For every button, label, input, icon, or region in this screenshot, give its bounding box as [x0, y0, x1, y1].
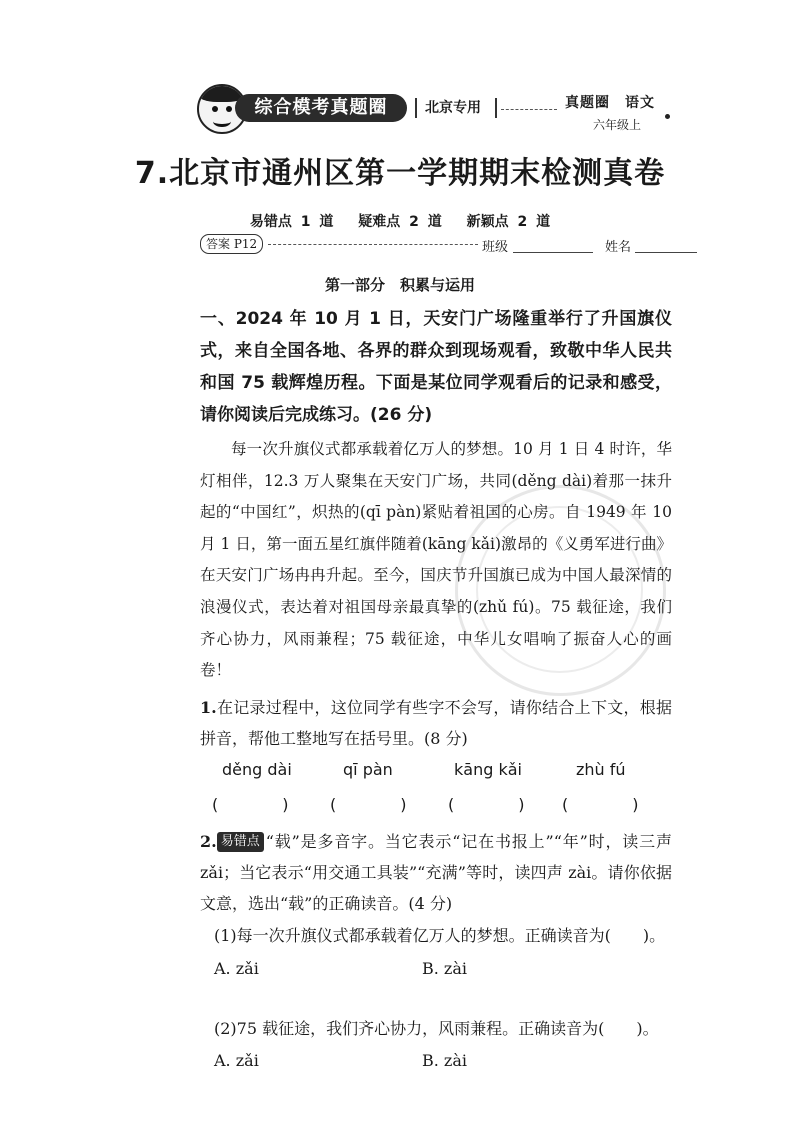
option-b[interactable]: B. zài — [422, 1051, 468, 1070]
dashed-divider — [501, 109, 557, 110]
question-text: “载”是多音字。当它表示“记在书报上”“年”时，读三声 zǎi；当它表示“用交通工具装”“充满”等时，读四声 zài。请你依据文意，选出“载”的正确读音。(4 分) — [200, 832, 672, 913]
question-2 — [200, 826, 672, 919]
pinyin-2: qī pàn — [343, 760, 393, 779]
divider — [415, 98, 417, 118]
class-input-line[interactable] — [513, 252, 593, 253]
question-number: 2. — [200, 832, 217, 851]
answer-row — [200, 234, 670, 256]
answer-blank-4[interactable]: ( ) — [562, 795, 639, 814]
series-title: 综合模考真题圈 — [235, 94, 407, 122]
pinyin-4: zhù fú — [576, 760, 626, 779]
sub-question-1: (1)每一次升旗仪式都承载着亿万人的梦想。正确读音为( )。 — [214, 926, 666, 945]
answer-blank-3[interactable]: ( ) — [448, 795, 525, 814]
stat-error-prone: 易错点 1 道 — [249, 214, 334, 230]
section-title: 第一部分 积累与运用 — [324, 276, 475, 294]
pinyin-row — [200, 760, 680, 786]
error-prone-badge: 易错点 — [217, 832, 264, 852]
sub-question-2: (2)75 载征途，我们齐心协力，风雨兼程。正确读音为( )。 — [214, 1019, 659, 1038]
name-label: 姓名 — [605, 240, 632, 255]
options-row-2 — [214, 1046, 674, 1076]
name-input-line[interactable] — [635, 252, 697, 253]
reading-passage: 每一次升旗仪式都承载着亿万人的梦想。10 月 1 日 4 时许，华灯相伴，12.3 万人聚集在天安门广场，共同(děng dài)着那一抹升起的“中国红”，炽热的(qī pàn)紧贴着祖国的心房。自 1949 年 10 月 1 日，第一面五星红旗伴随着(kāng kǎi)激昂的《义勇军进行曲》在天安门广场冉冉升起。至今，国庆节升国旗已成为中国人最深情的浪漫仪式，表达着对祖国母亲最真挚的(zhǔ fú)。75 载征途，我们齐心协力，风雨兼程；75 载征途，中华儿女唱响了振奋人心的画卷！ — [200, 440, 672, 680]
stat-difficult: 疑难点 2 道 — [358, 214, 442, 230]
answer-blanks-row — [200, 792, 680, 818]
page-header — [195, 84, 680, 134]
pinyin-3: kāng kǎi — [454, 760, 522, 779]
dashed-divider — [268, 244, 478, 245]
option-a[interactable]: A. zǎi — [214, 959, 259, 978]
answer-blank-1[interactable]: ( ) — [212, 795, 289, 814]
answer-reference: 答案 P12 — [200, 234, 263, 254]
option-a[interactable]: A. zǎi — [214, 1051, 259, 1070]
question-text: 在记录过程中，这位同学有些字不会写，请你结合上下文，根据拼音，帮他工整地写在括号里。(8 分) — [200, 698, 672, 748]
series-subject: 真题圈 语文 — [565, 95, 655, 111]
answer-blank-2[interactable]: ( ) — [330, 795, 407, 814]
dot-icon — [665, 114, 670, 119]
page-title: 7.北京市通州区第一学期期末检测真卷 — [134, 156, 666, 191]
region-label: 北京专用 — [425, 100, 481, 116]
pinyin-1: děng dài — [222, 760, 292, 779]
options-row-1 — [214, 954, 674, 984]
difficulty-stats — [0, 211, 800, 231]
option-b[interactable]: B. zài — [422, 959, 468, 978]
question-intro: 一、2024 年 10 月 1 日，天安门广场隆重举行了升国旗仪式，来自全国各地、各界的群众到现场观看，致敬中华人民共和国 75 载辉煌历程。下面是某位同学观看后的记录和感受，请你阅读后完成练习。(26 分) — [200, 309, 672, 425]
question-1 — [200, 692, 672, 754]
grade-label: 六年级上 — [593, 118, 642, 132]
class-label: 班级 — [482, 240, 509, 255]
divider — [495, 98, 497, 118]
stat-novel: 新颖点 2 道 — [466, 214, 551, 230]
question-number: 1. — [200, 698, 217, 717]
